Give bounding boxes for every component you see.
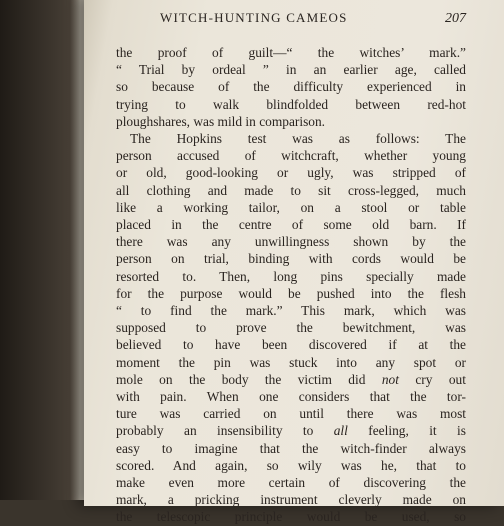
text-line: scored. And again, so wily was he, that to <box>116 457 466 473</box>
text-line: all clothing and made to sit cross-legged, much <box>116 182 466 198</box>
italic-word: all <box>333 423 348 439</box>
text-line: or old, good-looking or ugly, was stripped of <box>116 165 466 181</box>
text-line: The Hopkins test was as follows: The <box>130 131 466 147</box>
text-line: trying to walk blindfolded between red-hot <box>116 96 466 112</box>
text-line <box>116 371 466 388</box>
page-number: 207 <box>445 11 466 26</box>
text-line: make even more certain of discovering the <box>116 475 466 491</box>
text-line: supposed to prove the bewitchment, was <box>116 320 466 336</box>
running-header <box>116 10 466 36</box>
book-page <box>84 0 504 525</box>
text-line: ture was carried on until there was most <box>116 406 466 422</box>
text-line: the telescopic principle would be used, so <box>116 509 466 525</box>
text-line: “ Trial by ordeal ” in an earlier age, called <box>116 62 466 78</box>
text-line: ploughshares, was mild in comparison. <box>116 113 326 129</box>
text-segment: feeling, it is <box>368 423 466 439</box>
text-line: mark, a pricking instrument cleverly made on <box>116 492 466 508</box>
text-line: “ to find the mark.” This mark, which was <box>116 303 466 319</box>
text-line: placed in the centre of some old barn. If <box>116 217 466 233</box>
text-line <box>116 422 466 439</box>
text-line: with pain. When one considers that the tor- <box>116 389 466 405</box>
running-head-title: WITCH-HUNTING CAMEOS <box>160 10 348 25</box>
text-line: moment the pin was stuck into any spot or <box>116 354 466 370</box>
italic-word: not <box>381 371 399 387</box>
body-text <box>116 44 466 526</box>
text-line: believed to have been discovered if at the <box>116 337 466 353</box>
text-line: easy to imagine that the witch-finder always <box>116 440 466 456</box>
text-line: there was any unwillingness shown by the <box>116 234 466 250</box>
text-line: for the purpose would be pushed into the flesh <box>116 285 466 301</box>
book-spine-shadow <box>0 0 90 500</box>
text-line: person on trial, binding with cords would be <box>116 251 466 267</box>
text-line: so because of the difficulty experienced in <box>116 79 466 95</box>
text-segment: mole on the body the victim did <box>116 371 366 387</box>
page-content <box>116 10 466 526</box>
text-line: resorted to. Then, long pins specially made <box>116 268 466 284</box>
text-segment: cry out <box>415 371 466 387</box>
text-line: the proof of guilt—“ the witches’ mark.” <box>116 45 466 60</box>
text-segment: probably an insensibility to <box>116 423 314 439</box>
text-line: like a working tailor, on a stool or table <box>116 199 466 215</box>
text-line: person accused of witchcraft, whether young <box>116 148 466 164</box>
